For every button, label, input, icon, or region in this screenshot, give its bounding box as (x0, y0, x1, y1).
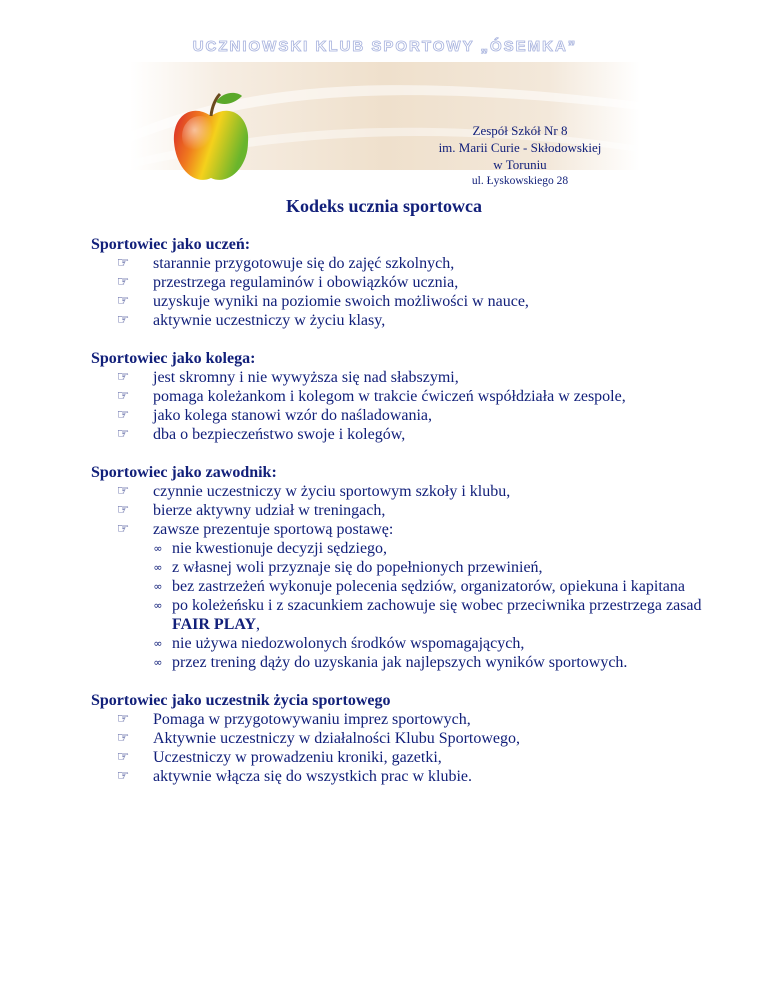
pointing-hand-icon: ☞ (116, 521, 130, 537)
document-body (91, 235, 711, 805)
club-name: UCZNIOWSKI KLUB SPORTOWY „ÓSEMKA” (192, 38, 578, 55)
section-participant (91, 691, 711, 786)
section-title: Sportowiec jako zawodnik: (91, 464, 277, 481)
pointing-hand-icon: ☞ (116, 293, 130, 309)
section-title: Sportowiec jako uczeń: (91, 236, 251, 253)
infinity-icon: ∞ (153, 656, 163, 669)
fair-play-emphasis: FAIR PLAY (172, 616, 257, 633)
pointing-hand-icon: ☞ (116, 502, 130, 518)
list-item: ☞ dba o bezpieczeństwo swoje i kolegów, (91, 425, 711, 444)
section-colleague (91, 349, 711, 444)
list-item: ☞ zawsze prezentuje sportową postawę: (91, 520, 711, 539)
pointing-hand-icon: ☞ (116, 426, 130, 442)
pointing-hand-icon: ☞ (116, 711, 130, 727)
infinity-icon: ∞ (153, 580, 163, 593)
apple-icon (170, 86, 252, 190)
list-item: ☞ aktywnie włącza się do wszystkich prac w klubie. (91, 767, 711, 786)
list-item: ☞ pomaga koleżankom i kolegom w trakcie ćwiczeń współdziała w zespole, (91, 387, 711, 406)
sub-list-item: ∞ przez trening dąży do uzyskania jak najlepszych wyników sportowych. (91, 653, 711, 672)
list-item: ☞ przestrzega regulaminów i obowiązków ucznia, (91, 273, 711, 292)
infinity-icon: ∞ (153, 542, 163, 555)
sub-list-item: ∞ z własnej woli przyznaje się do popełnionych przewinień, (91, 558, 711, 577)
list-item: ☞ jest skromny i nie wywyższa się nad słabszymi, (91, 368, 711, 387)
section-student (91, 235, 711, 330)
list-item: ☞ Uczestniczy w prowadzeniu kroniki, gazetki, (91, 748, 711, 767)
school-patron: im. Marii Curie - Skłodowskiej (438, 140, 602, 155)
school-city: w Toruniu (493, 157, 547, 172)
pointing-hand-icon: ☞ (116, 749, 130, 765)
sub-list-item: ∞ nie kwestionuje decyzji sędziego, (91, 539, 711, 558)
pointing-hand-icon: ☞ (116, 312, 130, 328)
list-item: ☞ bierze aktywny udział w treningach, (91, 501, 711, 520)
list-item: ☞ uzyskuje wyniki na poziomie swoich możliwości w nauce, (91, 292, 711, 311)
list-item: ☞ Aktywnie uczestniczy w działalności Klubu Sportowego, (91, 729, 711, 748)
sub-list-item: ∞ bez zastrzeżeń wykonuje polecenia sędziów, organizatorów, opiekuna i kapitana (91, 577, 711, 596)
pointing-hand-icon: ☞ (116, 483, 130, 499)
pointing-hand-icon: ☞ (116, 388, 130, 404)
school-address: ul. Łyskowskiego 28 (471, 175, 569, 187)
section-athlete (91, 463, 711, 672)
infinity-icon: ∞ (153, 637, 163, 650)
list-item: ☞ starannie przygotowuje się do zajęć szkolnych, (91, 254, 711, 273)
list-item: ☞ czynnie uczestniczy w życiu sportowym szkoły i klubu, (91, 482, 711, 501)
list-item: ☞ Pomaga w przygotowywaniu imprez sportowych, (91, 710, 711, 729)
section-title: Sportowiec jako kolega: (91, 350, 256, 367)
pointing-hand-icon: ☞ (116, 369, 130, 385)
header-banner (130, 38, 640, 187)
banner-band (130, 62, 640, 187)
pointing-hand-icon: ☞ (116, 274, 130, 290)
list-item: ☞ aktywnie uczestniczy w życiu klasy, (91, 311, 711, 330)
section-title: Sportowiec jako uczestnik życia sportowego (91, 692, 391, 709)
pointing-hand-icon: ☞ (116, 255, 130, 271)
list-item: ☞ jako kolega stanowi wzór do naśladowania, (91, 406, 711, 425)
school-info (400, 122, 640, 190)
pointing-hand-icon: ☞ (116, 730, 130, 746)
document-title: Kodeks ucznia sportowca (285, 196, 482, 216)
infinity-icon: ∞ (153, 599, 163, 612)
sub-list-item: ∞ nie używa niedozwolonych środków wspomagających, (91, 634, 711, 653)
school-name: Zespół Szkół Nr 8 (472, 123, 568, 138)
pointing-hand-icon: ☞ (116, 407, 130, 423)
infinity-icon: ∞ (153, 561, 163, 574)
sub-list-item: ∞ po koleżeńsku i z szacunkiem zachowuje się wobec przeciwnika przestrzega zasad FAIR PLAY, (91, 596, 711, 634)
pointing-hand-icon: ☞ (116, 768, 130, 784)
